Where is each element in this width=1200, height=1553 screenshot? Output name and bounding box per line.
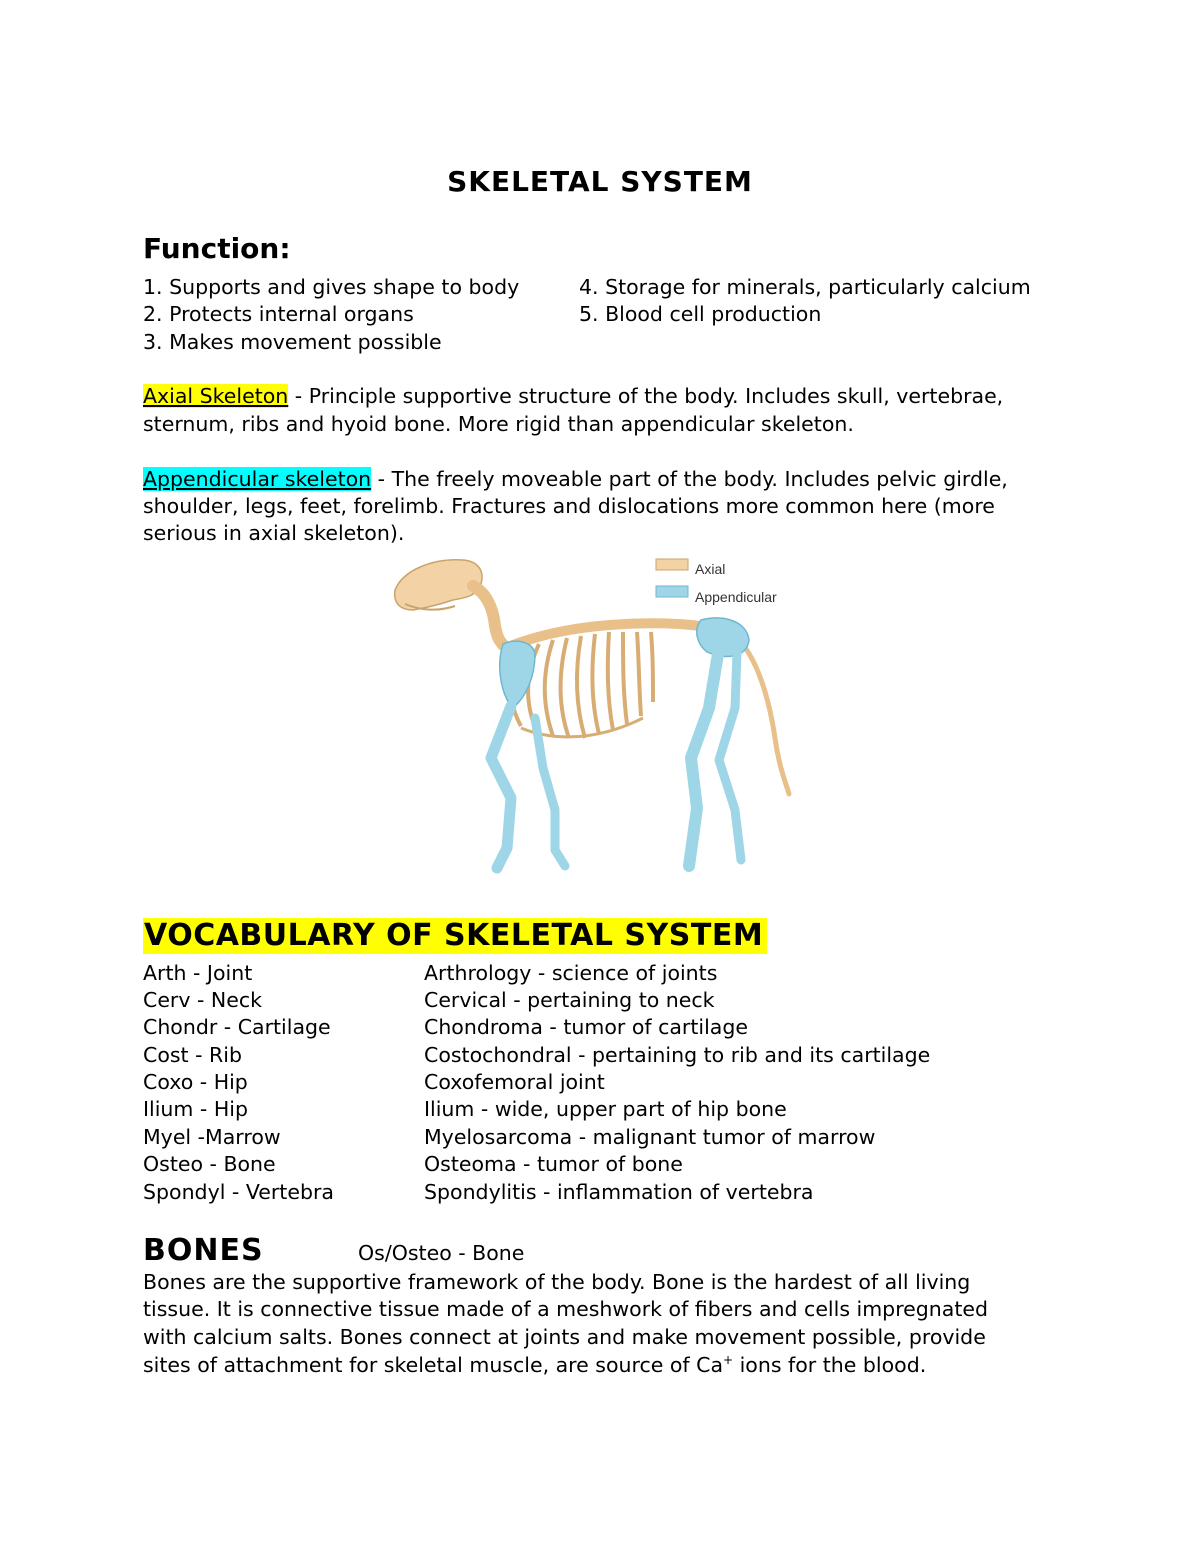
function-item-5: 5. Blood cell production: [579, 302, 822, 326]
page-title: SKELETAL SYSTEM: [447, 165, 753, 198]
vocab-example-2: Cervical - pertaining to neck: [424, 988, 715, 1012]
function-item-1: 1. Supports and gives shape to body: [143, 275, 520, 299]
appendicular-skeleton-term: Appendicular skeleton: [143, 467, 372, 491]
function-item-3: 3. Makes movement possible: [143, 330, 442, 354]
vocab-root-1: Arth - Joint: [143, 961, 253, 985]
legend-appendicular-label: Appendicular: [695, 589, 777, 605]
vocab-example-9: Spondylitis - inflammation of vertebra: [424, 1180, 814, 1204]
bones-paragraph-line-1: Bones are the supportive framework of the body. Bone is the hardest of all living: [143, 1270, 971, 1294]
vocab-example-3: Chondroma - tumor of cartilage: [424, 1015, 748, 1039]
function-item-4: 4. Storage for minerals, particularly calcium: [579, 275, 1031, 299]
appendicular-paragraph-line-3: serious in axial skeleton).: [143, 521, 405, 545]
bones-subtitle: Os/Osteo - Bone: [358, 1241, 525, 1265]
bones-paragraph-line-4: [143, 1354, 926, 1375]
front-leg-far: [535, 718, 565, 866]
front-leg-near: [491, 706, 511, 868]
bones-line-4-text: sites of attachment for skeletal muscle, are source of Ca: [143, 1352, 724, 1377]
bones-paragraph-line-3: with calcium salts. Bones connect at joints and make movement possible, provide: [143, 1325, 986, 1349]
appendicular-paragraph-line-2: shoulder, legs, feet, forelimb. Fractures and dislocations more common here (more: [143, 494, 995, 518]
calcium-ion-charge: +: [723, 1353, 734, 1367]
legend-axial-label: Axial: [695, 561, 726, 577]
legend-axial-swatch: [656, 559, 688, 570]
bones-heading: BONES: [143, 1233, 264, 1268]
vocab-root-9: Spondyl - Vertebra: [143, 1180, 334, 1204]
axial-definition-text: - Principle supportive structure of the body. Includes skull, vertebrae,: [288, 384, 1004, 408]
axial-paragraph-line-2: sternum, ribs and hyoid bone. More rigid than appendicular skeleton.: [143, 412, 854, 436]
dog-skeleton-figure: [385, 548, 825, 893]
axial-paragraph-line-1: [143, 386, 1003, 407]
vocab-example-1: Arthrology - science of joints: [424, 961, 718, 985]
appendicular-definition-text: - The freely moveable part of the body. Includes pelvic girdle,: [371, 467, 1008, 491]
vocab-example-5: Coxofemoral joint: [424, 1070, 605, 1094]
vocab-root-4: Cost - Rib: [143, 1043, 242, 1067]
neck-vertebrae: [473, 586, 511, 650]
tail-vertebrae: [735, 636, 789, 794]
vocab-root-5: Coxo - Hip: [143, 1070, 248, 1094]
vocab-root-3: Chondr - Cartilage: [143, 1015, 331, 1039]
vocab-example-4: Costochondral - pertaining to rib and its cartilage: [424, 1043, 931, 1067]
vocab-example-7: Myelosarcoma - malignant tumor of marrow: [424, 1125, 876, 1149]
appendicular-paragraph-line-1: [143, 469, 1008, 490]
legend-appendicular-swatch: [656, 586, 688, 597]
vocab-root-6: Ilium - Hip: [143, 1097, 248, 1121]
vocab-root-7: Myel -Marrow: [143, 1125, 281, 1149]
vocab-root-8: Osteo - Bone: [143, 1152, 276, 1176]
hind-leg-far: [719, 652, 741, 860]
vocab-example-6: Ilium - wide, upper part of hip bone: [424, 1097, 787, 1121]
vocab-root-2: Cerv - Neck: [143, 988, 263, 1012]
bones-line-4-end: ions for the blood.: [733, 1352, 927, 1377]
function-item-2: 2. Protects internal organs: [143, 302, 414, 326]
vocab-example-8: Osteoma - tumor of bone: [424, 1152, 683, 1176]
axial-skeleton-term: Axial Skeleton: [143, 384, 289, 408]
bones-paragraph-line-2: tissue. It is connective tissue made of a meshwork of fibers and cells impregnated: [143, 1297, 989, 1321]
vocabulary-heading: VOCABULARY OF SKELETAL SYSTEM: [143, 918, 767, 954]
hind-leg-near: [689, 648, 719, 866]
function-heading: Function:: [143, 232, 291, 265]
